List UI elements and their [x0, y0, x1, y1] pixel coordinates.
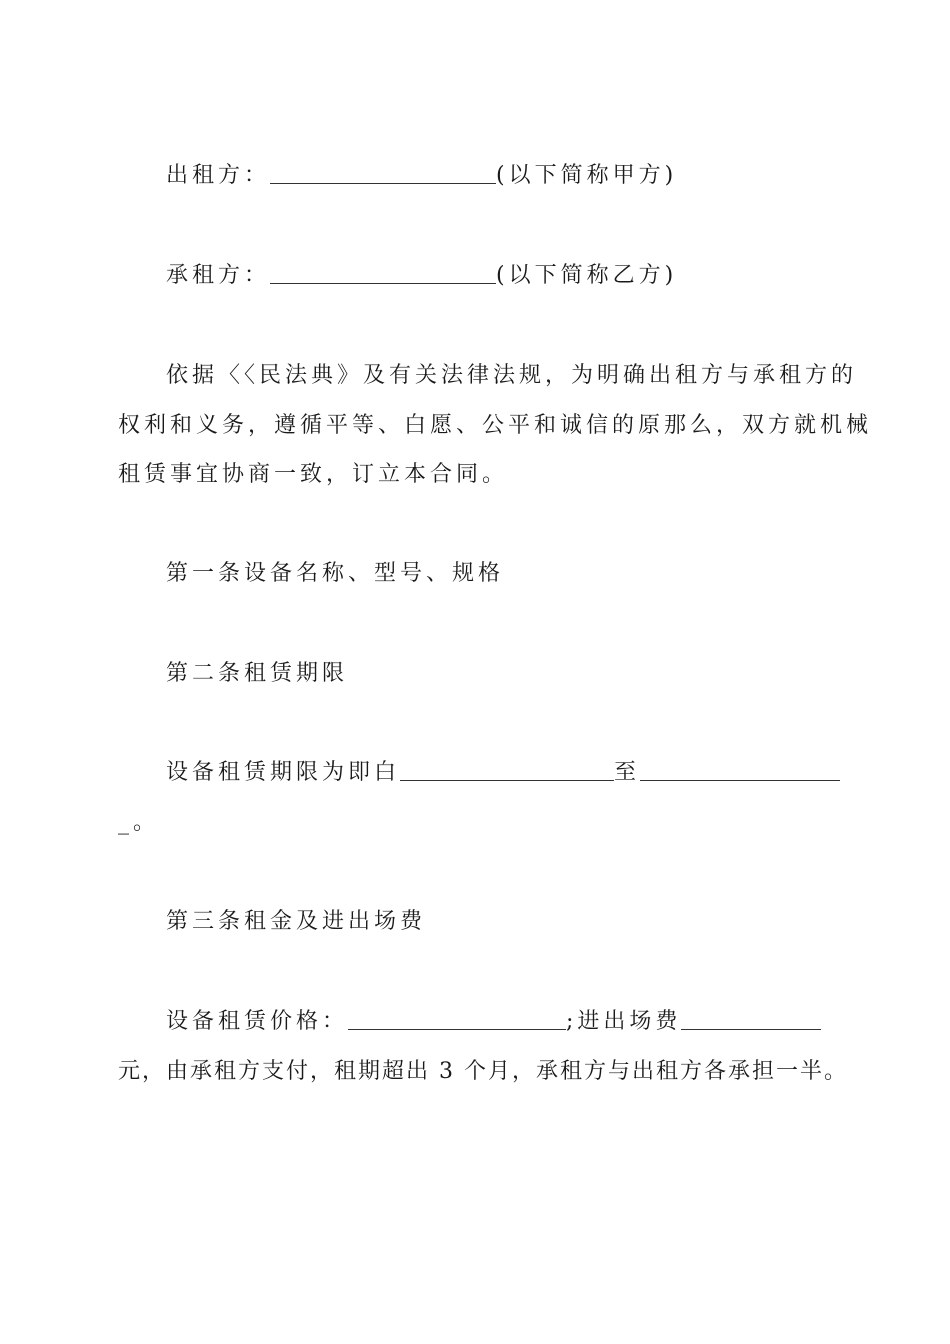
term-start-blank [400, 754, 614, 781]
price-middle: ;进出场费 [566, 1009, 682, 1034]
term-end-blank [640, 754, 840, 781]
term-middle: 至 [614, 760, 641, 785]
preamble-line-3: 租赁事宜协商一致，订立本合同。 [118, 462, 509, 487]
term-prefix: 设备租赁期限为即白 [166, 760, 401, 785]
term-end: _。 [118, 810, 160, 835]
lessor-label: 出租方： [166, 163, 271, 188]
lessor-suffix: (以下简称甲方) [496, 163, 678, 188]
price-line-2: 元，由承租方支付，租期超出 3 个月，承租方与出租方各承担一半。 [118, 1059, 848, 1084]
article-1-title: 第一条设备名称、型号、规格 [166, 561, 505, 586]
lessee-label: 承租方： [166, 263, 271, 288]
preamble-line-1: 依据〈〈民法典》及有关法律法规，为明确出租方与承租方的 [166, 363, 858, 388]
preamble-line-2: 权利和义务，遵循平等、白愿、公平和诚信的原那么，双方就机械 [118, 413, 873, 438]
article-2-title: 第二条租赁期限 [166, 661, 349, 686]
price-prefix: 设备租赁价格： [166, 1009, 349, 1034]
lessee-line [166, 252, 846, 300]
lessee-suffix: (以下简称乙方) [496, 263, 678, 288]
price-blank [348, 1003, 566, 1030]
lessee-blank [270, 257, 496, 284]
fee-blank [681, 1003, 821, 1030]
term-line [166, 749, 846, 797]
article-3-title: 第三条租金及进出场费 [166, 909, 427, 934]
lessor-blank [270, 157, 496, 184]
lessor-line [166, 152, 846, 200]
price-line [166, 998, 846, 1046]
